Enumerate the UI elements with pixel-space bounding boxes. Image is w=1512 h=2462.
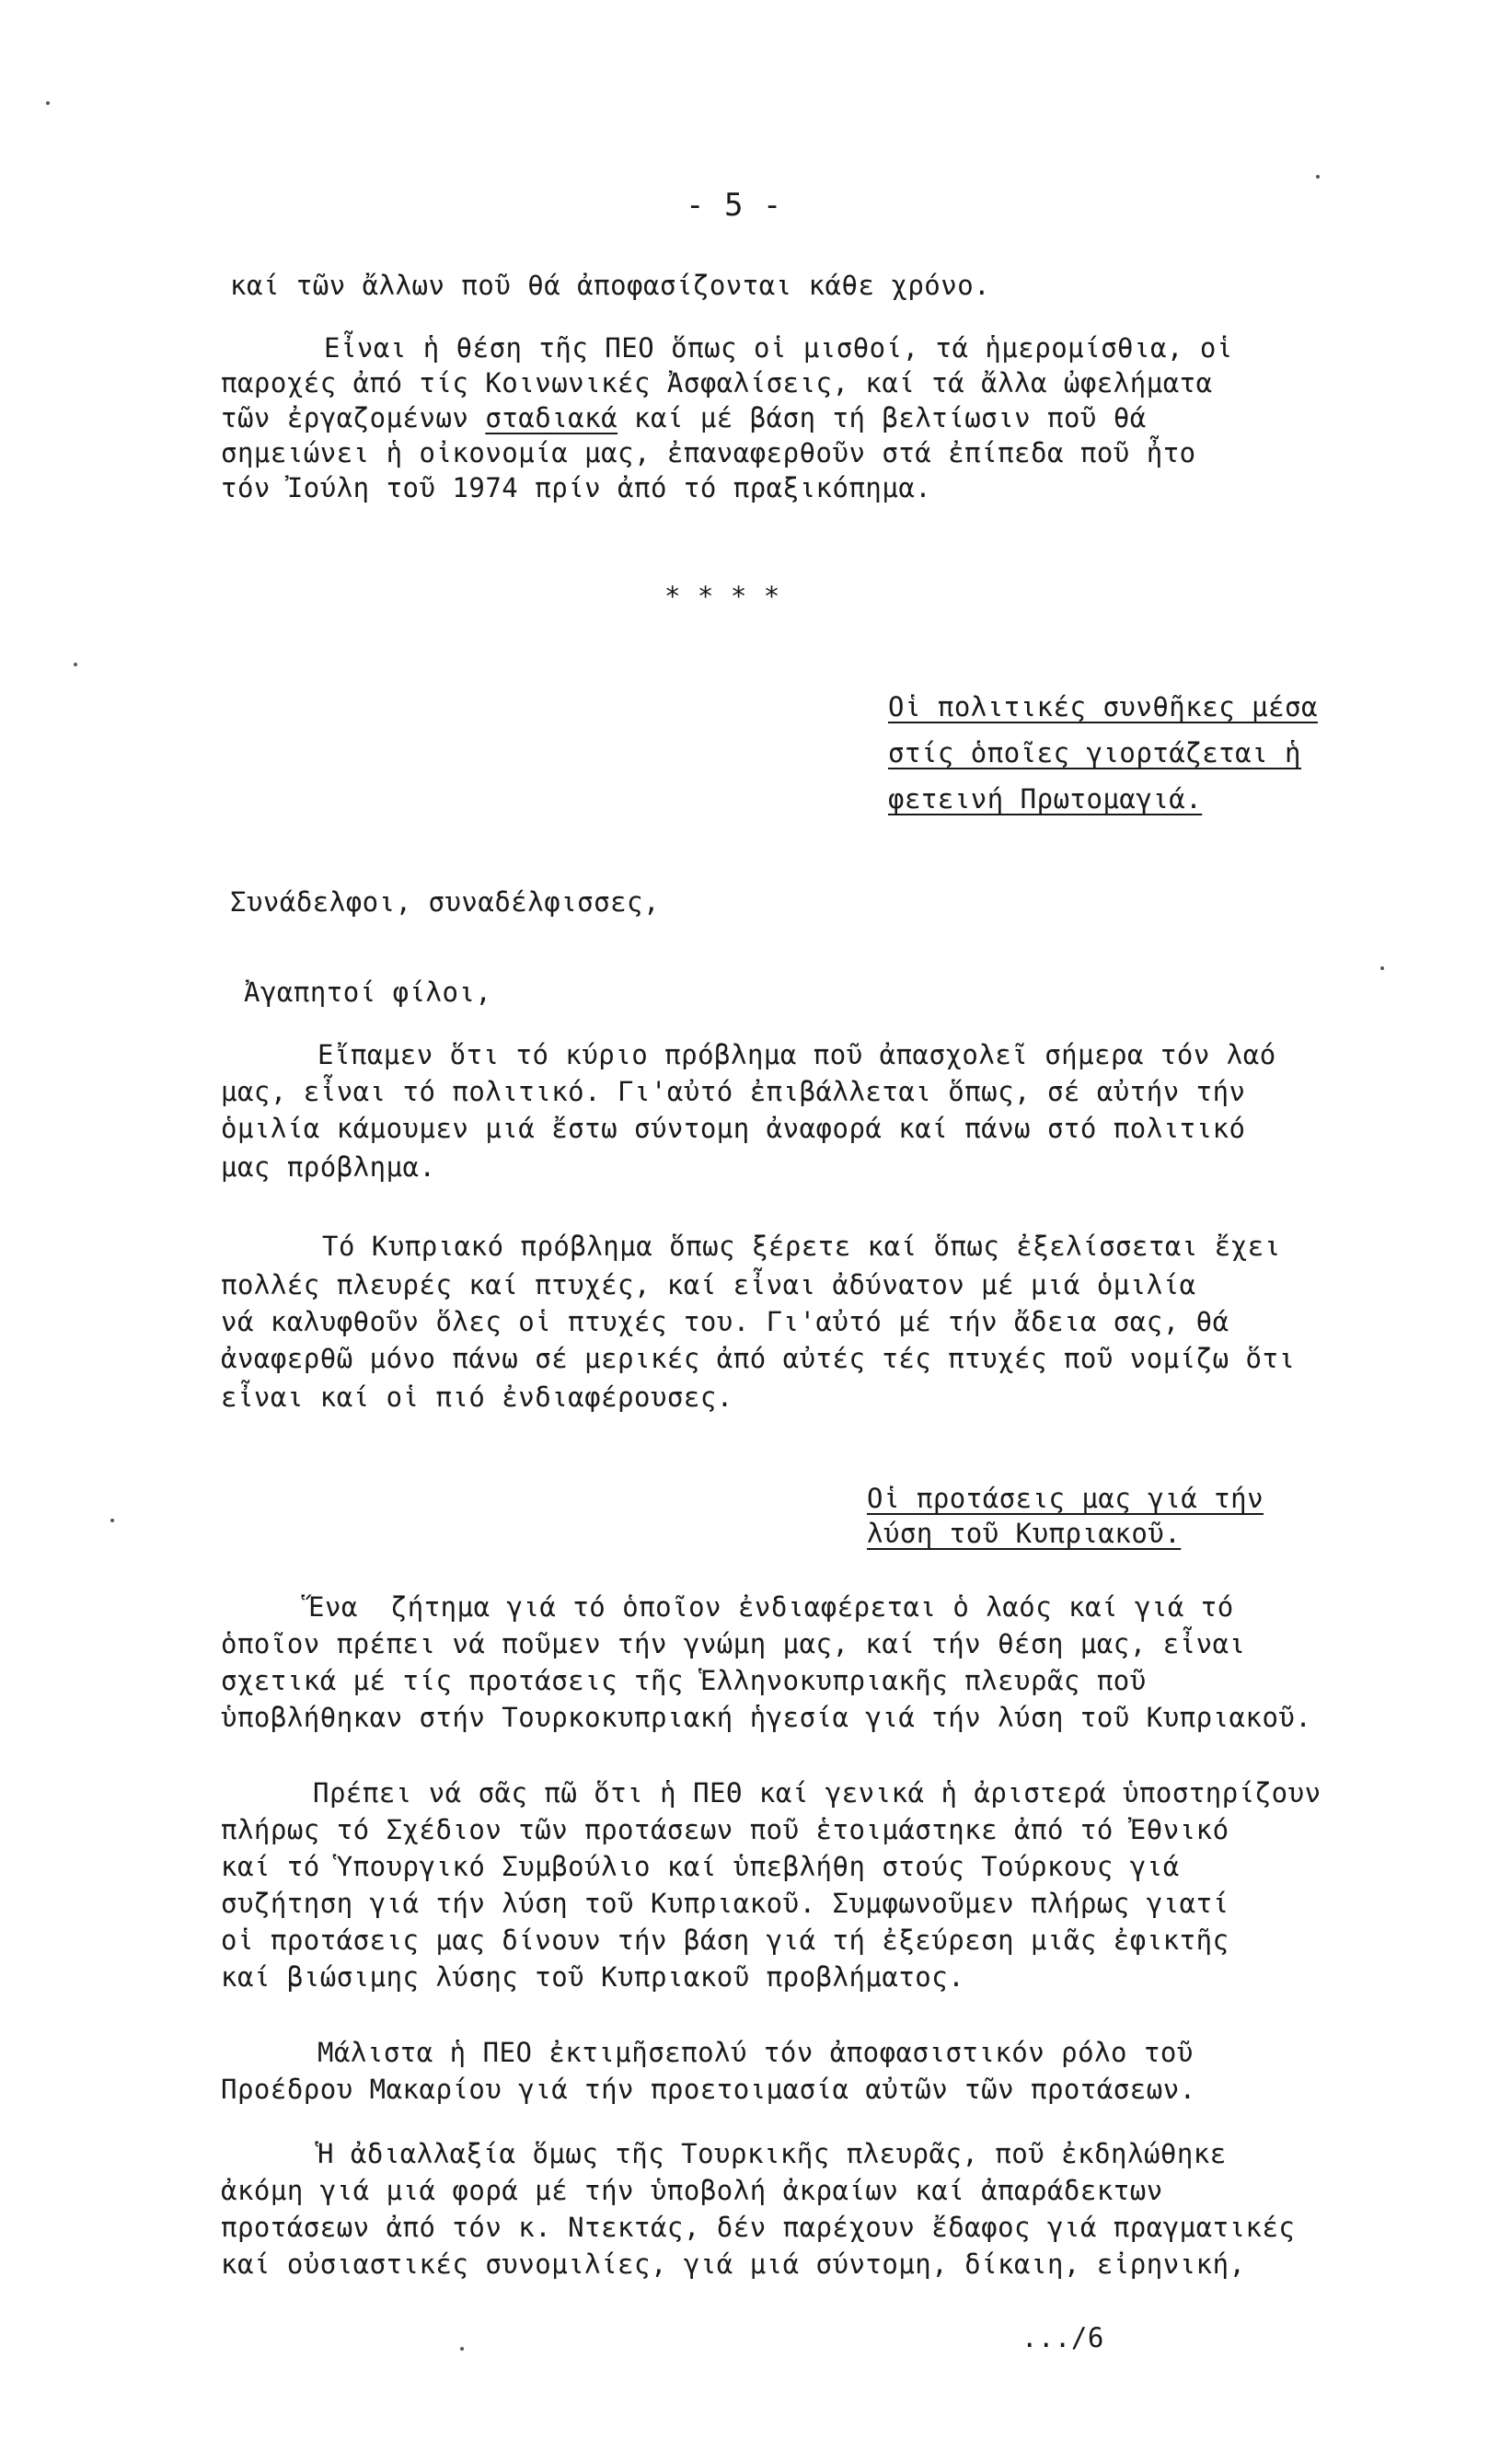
text-line: ἀκόμη γιά μιά φορά μέ τήν ὑποβολή ἀκραίων καί ἀπαράδεκτων [221,2175,1163,2206]
section-heading: λύση τοῦ Κυπριακοῦ. [867,1518,1182,1549]
text-line: μας, εἶναι τό πολιτικό. Γι'αὐτό ἐπιβάλλεται ὅπως, σέ αὐτήν τήν [221,1076,1246,1107]
text-line: ὑποβλήθηκαν στήν Τουρκοκυπριακή ἡγεσία γιά τήν λύση τοῦ Κυπριακοῦ. [221,1702,1312,1733]
text-line: ὁμιλία κάμουμεν μιά ἔστω σύντομη ἀναφορά καί πάνω στό πολιτικό [221,1113,1246,1144]
text-line: παροχές ἀπό τίς Κοινωνικές Ἀσφαλίσεις, καί τά ἄλλα ὠφελήματα [221,367,1213,399]
text-line: Τό Κυπριακό πρόβλημα ὅπως ξέρετε καί ὅπως ἐξελίσσεται ἔχει [322,1231,1281,1262]
text-line: ἀναφερθῶ μόνο πάνω σέ μερικές ἀπό αὐτές τές πτυχές ποῦ νομίζω ὅτι [221,1343,1296,1374]
text-line: εἶναι καί οἱ πιό ἐνδιαφέρουσες. [221,1381,733,1413]
text-line: πλήρως τό Σχέδιον τῶν προτάσεων ποῦ ἑτοιμάστηκε ἀπό τό Ἐθνικό [221,1814,1229,1845]
page-number: - 5 - [686,187,782,224]
text-line: Ἡ ἀδιαλλαξία ὅμως τῆς Τουρκικῆς πλευρᾶς, ποῦ ἐκδηλώθηκε [317,2138,1227,2169]
text-line: οἱ προτάσεις μας δίνουν τήν βάση γιά τή ἐξεύρεση μιᾶς ἐφικτῆς [221,1925,1229,1956]
section-heading: Οἱ προτάσεις μας γιά τήν [867,1483,1264,1514]
text-line: πολλές πλευρές καί πτυχές, καί εἶναι ἀδύνατον μέ μιά ὁμιλία [221,1269,1196,1300]
text-line: συζήτηση γιά τήν λύση τοῦ Κυπριακοῦ. Συμφωνοῦμεν πλήρως γιατί [221,1888,1229,1919]
text-run: καί μέ βάση τή βελτίωσιν ποῦ θά [617,402,1147,433]
section-heading: φετεινή Πρωτομαγιά. [888,783,1203,815]
text-line [221,401,1147,434]
section-heading: Οἱ πολιτικές συνθῆκες μέσα [888,691,1318,722]
text-line: τόν Ἰούλη τοῦ 1974 πρίν ἀπό τό πραξικόπημα. [221,472,932,503]
scan-speck [110,1519,114,1522]
text-line: καί βιώσιμης λύσης τοῦ Κυπριακοῦ προβλήματος. [221,1961,965,1993]
underlined-word: σταδιακά [485,402,618,433]
text-line: μας πρόβλημα. [221,1151,436,1183]
scan-speck [1380,966,1384,970]
scan-speck [460,2347,464,2351]
text-line: καί τό Ὑπουργικό Συμβούλιο καί ὑπεβλήθη στούς Τούρκους γιά [221,1851,1180,1882]
section-separator: * * * * [664,581,780,612]
text-line: Ἕνα ζήτημα γιά τό ὁποῖον ἐνδιαφέρεται ὁ λαός καί γιά τό [308,1591,1234,1623]
text-line: νά καλυφθοῦν ὅλες οἱ πτυχές του. Γι'αὐτό μέ τήν ἄδεια σας, θά [221,1306,1229,1337]
text-line: καί οὐσιαστικές συνομιλίες, γιά μιά σύντομη, δίκαιη, εἰρηνική, [221,2248,1246,2280]
text-line: σημειώνει ἡ οἰκονομία μας, ἐπαναφερθοῦν στά ἐπίπεδα ποῦ ἦτο [221,437,1196,468]
text-run: τῶν ἐργαζομένων [221,402,486,433]
text-line: Εἴπαμεν ὅτι τό κύριο πρόβλημα ποῦ ἀπασχολεῖ σήμερα τόν λαό [317,1039,1276,1070]
scan-speck [1316,175,1320,179]
scan-speck [46,101,50,105]
text-line: ὁποῖον πρέπει νά ποῦμεν τήν γνώμη μας, καί τήν θέση μας, εἶναι [221,1628,1246,1659]
text-line: προτάσεων ἀπό τόν κ. Ντεκτάς, δέν παρέχουν ἔδαφος γιά πραγματικές [221,2212,1296,2243]
text-line: σχετικά μέ τίς προτάσεις τῆς Ἑλληνοκυπριακῆς πλευρᾶς ποῦ [221,1665,1147,1696]
salutation: Ἀγαπητοί φίλοι, [244,977,492,1008]
scan-speck [74,663,77,666]
continuation-marker: .../6 [1021,2322,1104,2353]
text-line: Μάλιστα ἡ ΠΕΟ ἐκτιμῆσεπολύ τόν ἀποφασιστικόν ρόλο τοῦ [317,2037,1194,2068]
salutation: Συνάδελφοι, συναδέλφισσες, [230,886,660,918]
text-line: Πρέπει νά σᾶς πῶ ὅτι ἡ ΠΕΘ καί γενικά ἡ ἀριστερά ὑποστηρίζουν [313,1777,1322,1809]
section-heading: στίς ὁποῖες γιορτάζεται ἡ [888,737,1301,769]
text-line: Εἶναι ἡ θέση τῆς ΠΕΟ ὅπως οἱ μισθοί, τά ἡμερομίσθια, οἱ [324,332,1233,364]
text-line: Προέδρου Μακαρίου γιά τήν προετοιμασία αὐτῶν τῶν προτάσεων. [221,2074,1196,2105]
text-line: καί τῶν ἄλλων ποῦ θά ἀποφασίζονται κάθε χρόνο. [230,270,991,301]
